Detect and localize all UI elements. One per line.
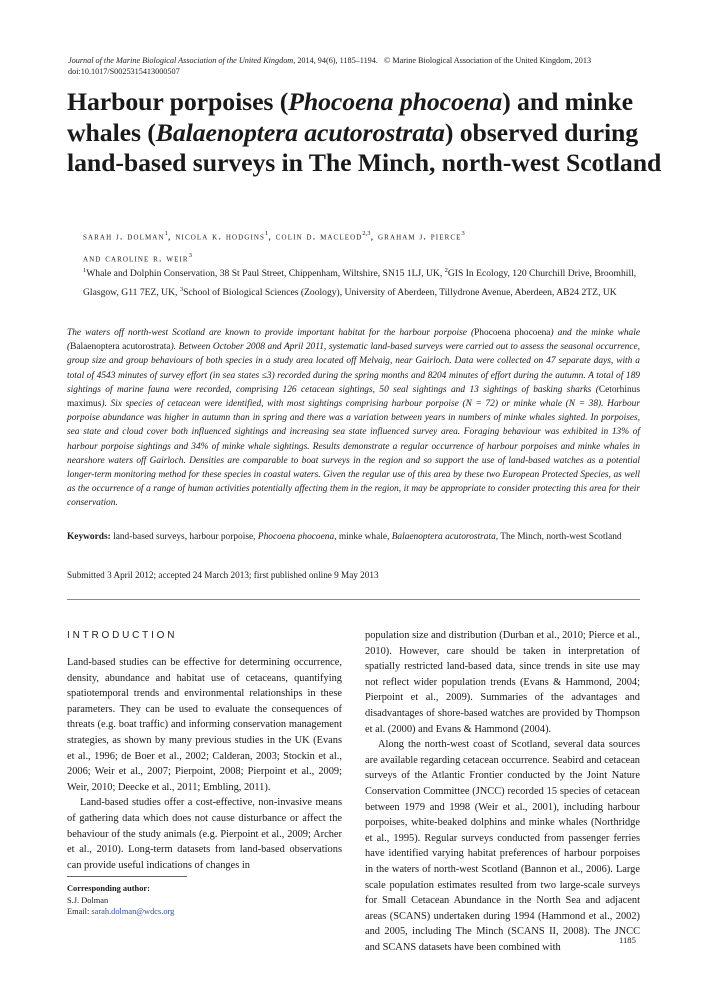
affiliations: $^1$Whale and Dolphin Conservation, 38 St Paul Street, Chippenham, Wiltshire, SN15 1LJ, UK, $^2$GIS In Ecology, 120 Churchill Drive, Broomhill, Glasgow, G11 7EZ, UK, $^3$School of Biological Sciences (Zoology), University of Aberdeen, Tillydrone Avenue, Aberdeen, AB24 2TZ, UK xyxy=(83,267,637,298)
author: graham j. pierce xyxy=(378,231,462,243)
right-column xyxy=(365,628,640,955)
paragraph: Along the north-west coast of Scotland, several data sources are available regarding cetacean occurrence. Seabird and cetacean surveys of the Atlantic Frontier conducted by the Joint Nature Conservation Committee (JNCC) recorded 15 species of cetacean between 1979 and 1998 (Weir et al., 2001), including harbour porpoises, white-beaked dolphins and minke whales (Northridge et al., 1995). Regular surveys conducted from passenger ferries have identified varying habitat preferences of harbour porpoises in the waters of north-west Scotland (Bannon et al., 2006). Large scale population estimates resulted from two large-scale surveys for Small Cetacean Abundance in the North Sea and adjacent areas (SCANS) undertaken during 1994 (Hammond et al., 2002) and 2005, including The Minch (SCANS II, 2008). The JNCC and SCANS datasets have been combined with xyxy=(365,739,640,953)
email-link[interactable]: sarah.dolman@wdcs.org xyxy=(91,907,175,917)
journal-name: Journal of the Marine Biological Association of the United Kingdom, xyxy=(68,56,296,65)
paragraph: Land-based studies offer a cost-effective, non-invasive means of gathering data which does not cause disturbance or affect the behaviour of the study animals (e.g. Pierpoint et al., 2009; Archer et al., 2010). Long-term datasets from land-based observations can provide useful indications of changes in xyxy=(67,797,342,871)
paper-title: Harbour porpoises (Phocoena phocoena) and minke whales (Balaenoptera acutorostrata) observed during land-based surveys in The Minch, north-west Scotland xyxy=(67,87,662,178)
page-number: 1185 xyxy=(619,935,636,945)
author-list: sarah j. dolman$^1$, nicola k. hodgins$^1$, colin d. macleod$^{2,3}$, graham j. pierce$^3$ and caroline r. weir$^3$ xyxy=(83,230,465,265)
doi[interactable]: doi:10.1017/S0025315413000507 xyxy=(68,67,180,76)
keywords: Keywords: land-based surveys, harbour porpoise, Phocoena phocoena, minke whale, Balaenoptera acutorostrata, The Minch, north-west Scotland xyxy=(67,532,622,542)
paragraph: Land-based studies can be effective for determining occurrence, density, abundance and habitat use of cetaceans, quantifying spatiotemporal trends and environmental relationships in these parameters. They can be used to evaluate the consequences of threats (e.g. boat traffic) and informing conservation management strategies, as shown by many previous studies in the UK (Evans et al., 1996; de Boer et al., 2002; Calderan, 2003; Stockin et al., 2006; Weir et al., 2007; Pierpoint, 2008; Pierpoint et al., 2009; Weir, 2010; Deecke et al., 2011; Embling, 2011). xyxy=(67,657,342,793)
section-heading: INTRODUCTION xyxy=(67,630,178,641)
submission-dates: Submitted 3 April 2012; accepted 24 March 2013; first published online 9 May 2013 xyxy=(67,570,379,580)
copyright-notice: © Marine Biological Association of the United Kingdom, 2013 xyxy=(384,56,592,65)
author: and caroline r. weir xyxy=(83,253,189,265)
left-column xyxy=(67,655,342,873)
footnote-rule xyxy=(67,876,187,877)
journal-volume: 2014, 94(6), 1185–1194. xyxy=(297,56,378,65)
author: nicola k. hodgins xyxy=(175,231,266,243)
divider xyxy=(67,599,640,600)
author: colin d. macleod xyxy=(275,231,363,243)
author: sarah j. dolman xyxy=(83,231,165,243)
paragraph: population size and distribution (Durban et al., 2010; Pierce et al., 2010). However, care should be taken in interpretation of spatially restricted land-based data, since trends in site use may not reflect wider population trends (Evans & Hammond, 2004; Pierpoint et al., 2009). Summaries of the advantages and disadvantages of shore-based watches are provided by Thompson et al. (2000) and Evans & Hammond (2004). xyxy=(365,630,640,735)
abstract: The waters off north-west Scotland are known to provide important habitat for the harbour porpoise (Phocoena phocoena) and the minke whale (Balaenoptera acutorostrata). Between October 2008 and April 2011, systematic land-based surveys were carried out to assess the seasonal occurrence, group size and group behaviours of both species in a study area located off Melvaig, near Gairloch. Data were collected on 47 separate days, with a total of 4543 minutes of survey effort (in sea states ≤3) recorded during the spring months and 8204 minutes of effort during the autumn. A total of 189 sightings of marine fauna were recorded, comprising 126 cetacean sightings, 50 seal sightings and 13 sightings of basking sharks (Cetorhinus maximus). Six species of cetacean were identified, with most sightings comprising harbour porpoise (N = 72) or minke whale (N = 38). Harbour porpoise abundance was higher in autumn than in spring and there was a variation between years in numbers of minke whales sighted. In porpoises, sea state and cloud cover both influenced sightings and increasing sea state influenced survey area. Foraging behaviour was exhibited in 13% of harbour porpoise sightings and 34% of minke whale sightings. Results demonstrate a regular occurrence of harbour porpoises and minke whales in nearshore waters off Gairloch. Densities are comparable to boat surveys in the region and so support the use of land-based watches as a potential longer-term monitoring method for these species in coastal waters. Given the regular use of this area by these two European Protected Species, as well as the occurrence of a range of human activities potentially affecting them in the region, it may be appropriate to consider protecting this area for their conservation. xyxy=(67,328,641,509)
corresponding-author: Corresponding author: S.J. Dolman Email: sarah.dolman@wdcs.org xyxy=(67,884,175,917)
journal-header xyxy=(68,55,668,77)
